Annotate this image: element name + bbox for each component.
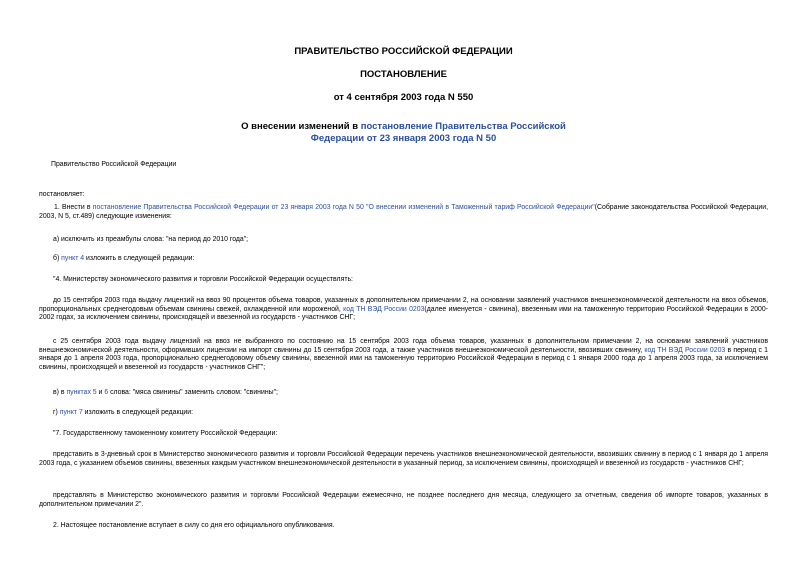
clause-7-link[interactable]: пункт 7	[59, 409, 83, 416]
clause-4-item-2-prefix: с 25 сентября 2003 года выдачу лицензий на ввоз не выбранного по состоянию на 15 сентября 2003 года объема товаров, указанных в дополнительном примечании 2, на основании заявлений участников внешнеэкономической деятельности, оформивших лицензии на импорт свинины до 15 сентября 2003 года, а также участников внешнеэкономической деятельности, ввозивших свинину,	[39, 338, 768, 354]
paragraph-1-suffix: (Собрание законодательства Российской Федерации, 2003, N 5, ст.489) следующие изменения:	[39, 204, 768, 220]
clause-7-item-2: представлять в Министерство экономического развития и торговли Российской Федерации ежемесячно, не позднее последнего дня месяца, следующего за отчетным, сведения об импорте товаров, указанных в дополнительном примечании 2".	[39, 492, 768, 508]
clause-4-item-1-prefix: до 15 сентября 2003 года выдачу лицензий на ввоз 90 процентов объема товаров, указанных в дополнительном примечании 2, на основании заявлений участников внешнеэкономической деятельности на ввоз объемов, пропорциональных среднегодовым объемам свинины свежей, охлажденной или мороженой,	[39, 297, 768, 313]
paragraph-a: а) исключить из преамбулы слова: "на период до 2010 года";	[53, 236, 249, 243]
resolves-text: постановляет:	[39, 191, 85, 198]
title-prefix: О внесении изменений в	[241, 121, 361, 132]
paragraph-1-prefix: 1. Внести в	[54, 204, 93, 211]
clause-4-link[interactable]: пункт 4	[61, 255, 85, 262]
document-date-number: от 4 сентября 2003 года N 550	[333, 92, 474, 103]
government-heading: ПРАВИТЕЛЬСТВО РОССИЙСКОЙ ФЕДЕРАЦИИ	[294, 46, 513, 57]
paragraph-v-mid: и	[96, 389, 105, 396]
clause-7-item-1: представить в 3-дневный срок в Министерство экономического развития и торговли Российской Федерации перечень участников внешнеэкономической деятельности, ввозивших свинину в период с 1 января до 1 апреля 2003 года, с указанием объемов свинины, ввезенных каждым участником внешнеэкономической деятельности в указанный период, за исключением свинины, происходящей и ввезенной из государств - участников СНГ;	[39, 451, 768, 467]
title-link[interactable]: постановление Правительства Российской Федерации от 23 января 2003 года N 50	[310, 121, 566, 144]
paragraph-g-prefix: г)	[53, 409, 60, 416]
clause-6-link[interactable]: 6	[104, 389, 109, 396]
paragraph-v-prefix: в) в	[53, 389, 67, 396]
hs-code-0203-link[interactable]: код ТН ВЭД России 0203	[343, 305, 425, 313]
document-type-heading: ПОСТАНОВЛЕНИЕ	[360, 69, 447, 80]
paragraph-1	[39, 204, 768, 221]
hs-code-0203-link-2[interactable]: код ТН ВЭД России 0203	[644, 346, 726, 354]
paragraph-b-suffix: изложить в следующей редакции:	[84, 255, 195, 262]
clause-4-item-1	[39, 297, 768, 323]
paragraph-v-suffix: слова: "мяса свинины" заменить словом: "свинины";	[108, 389, 278, 396]
paragraph-g	[53, 409, 193, 418]
clause-4-item-2-suffix: в период с 1 января до 1 апреля 2003 года, пропорционально среднегодовому объему свинины, ввезенной ими на таможенную территорию Российской Федерации в период с 1 января 2000 года до 1 апреля 2003 года, за исключением свинины, происходящей и ввезенной из государств - участников СНГ";	[39, 346, 769, 371]
clause-7-text: "7. Государственному таможенному комитету Российской Федерации:	[53, 430, 278, 437]
paragraph-g-suffix: изложить в следующей редакции:	[82, 409, 194, 416]
clause-5-link[interactable]: пунктах 5	[66, 389, 97, 396]
paragraph-b	[53, 255, 194, 264]
paragraph-v	[53, 389, 278, 398]
resolution-50-link[interactable]: постановление Правительства Российской Федерации от 23 января 2003 года N 50 "О внесении изменений в Таможенный тариф Российской Федерации"	[92, 204, 595, 211]
document-title	[0, 121, 807, 145]
paragraph-2: 2. Настоящее постановление вступает в силу со дня его официального опубликования.	[53, 522, 335, 529]
paragraph-b-prefix: б)	[53, 255, 62, 262]
clause-4-text: "4. Министерству экономического развития и торговли Российской Федерации осуществлять:	[53, 276, 353, 283]
government-name: Правительство Российской Федерации	[51, 161, 177, 168]
clause-4-item-1-suffix: (далее именуется - свинина), ввезенным ими на таможенную территорию Российской Федерации в 2000-2002 годах, за исключением свинины, происходящей и ввезенной из государств - участников СНГ;	[39, 305, 768, 322]
clause-4-item-2	[39, 338, 768, 372]
